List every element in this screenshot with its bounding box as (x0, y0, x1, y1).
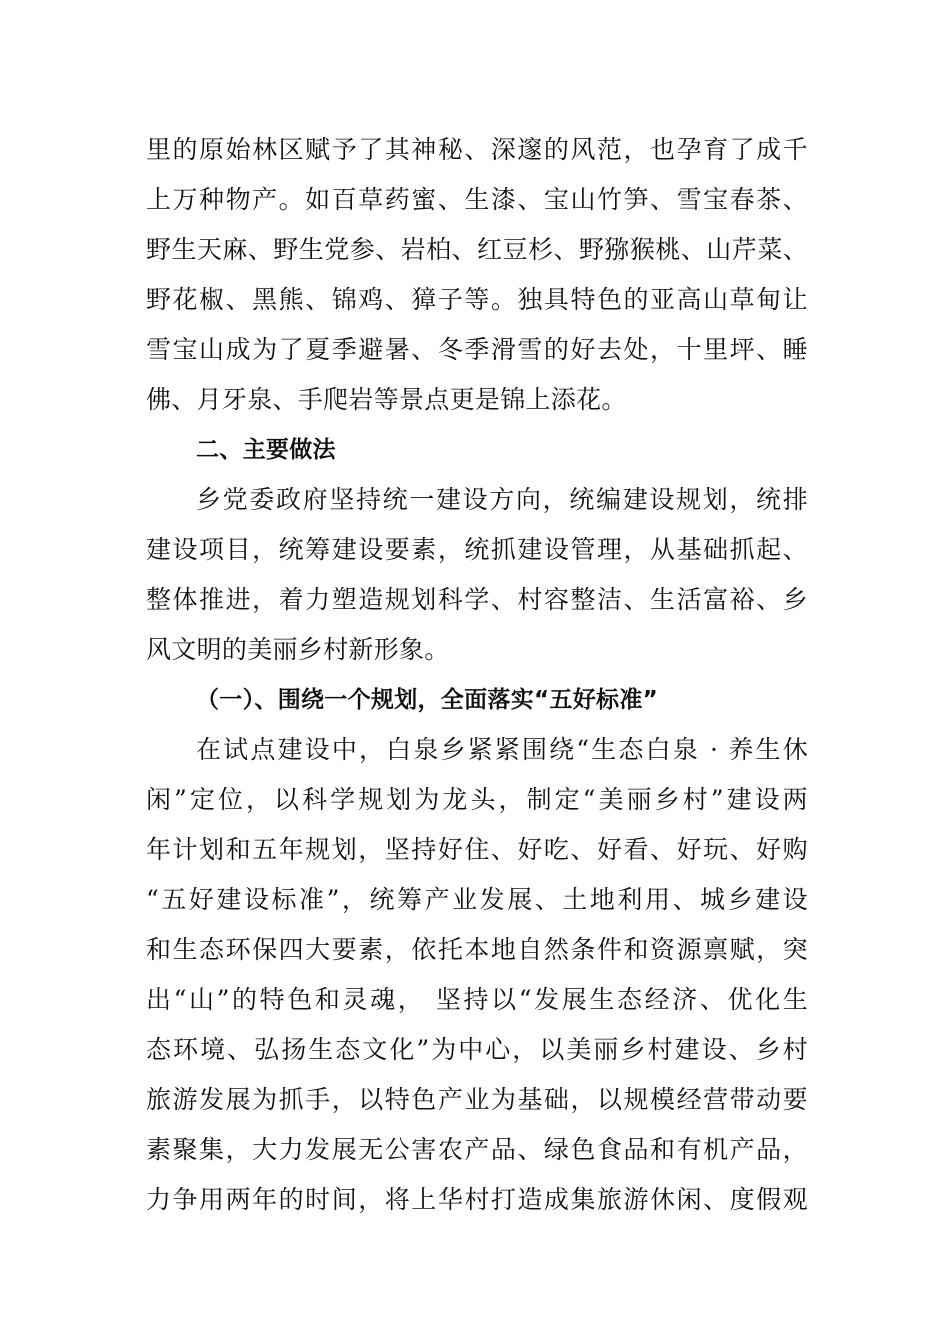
paragraph-line: 闲”定位，以科学规划为龙头，制定“美丽乡村”建设两 (146, 785, 808, 814)
paragraph-line: 上万种物产。如百草药蜜、生漆、宝山竹笋、雪宝春茶、 (146, 185, 808, 214)
paragraph-line: 素聚集，大力发展无公害农产品、绿色食品和有机产品， (146, 1135, 808, 1164)
paragraph-line: 和生态环保四大要素，依托本地自然条件和资源禀赋，突 (146, 935, 808, 964)
paragraph-line: 乡党委政府坚持统一建设方向，统编建设规划，统排 (196, 485, 808, 514)
subsection-heading: （一）、围绕一个规划，全面落实“五好标准” (196, 687, 659, 713)
paragraph-line: “五好建设标准”，统筹产业发展、土地利用、城乡建设 (146, 885, 808, 914)
paragraph-line: 在试点建设中，白泉乡紧紧围绕“生态白泉 · 养生休 (196, 735, 808, 764)
paragraph-line: 态环境、弘扬生态文化”为中心，以美丽乡村建设、乡村 (146, 1035, 808, 1064)
paragraph-line: 建设项目，统筹建设要素，统抓建设管理，从基础抓起、 (146, 535, 808, 564)
paragraph-line: 力争用两年的时间，将上华村打造成集旅游休闲、度假观 (146, 1185, 808, 1214)
paragraph-line: 整体推进，着力塑造规划科学、村容整洁、生活富裕、乡 (146, 585, 808, 614)
paragraph-line: 旅游发展为抓手，以特色产业为基础，以规模经营带动要 (146, 1085, 808, 1114)
paragraph-line: 野花椒、黑熊、锦鸡、獐子等。独具特色的亚高山草甸让 (146, 285, 808, 314)
paragraph-line: 风文明的美丽乡村新形象。 (146, 635, 450, 664)
paragraph-line: 出“山”的特色和灵魂， 坚持以“发展生态经济、优化生 (146, 985, 808, 1014)
paragraph-line: 雪宝山成为了夏季避暑、冬季滑雪的好去处，十里坪、睡 (146, 335, 808, 364)
section-heading: 二、主要做法 (196, 437, 336, 463)
paragraph-line: 野生天麻、野生党参、岩柏、红豆杉、野猕猴桃、山芹菜、 (146, 235, 808, 264)
paragraph-line: 年计划和五年规划，坚持好住、好吃、好看、好玩、好购 (146, 835, 808, 864)
paragraph-line: 佛、月牙泉、手爬岩等景点更是锦上添花。 (146, 385, 627, 414)
paragraph-line: 里的原始林区赋予了其神秘、深邃的风范，也孕育了成千 (146, 135, 808, 164)
